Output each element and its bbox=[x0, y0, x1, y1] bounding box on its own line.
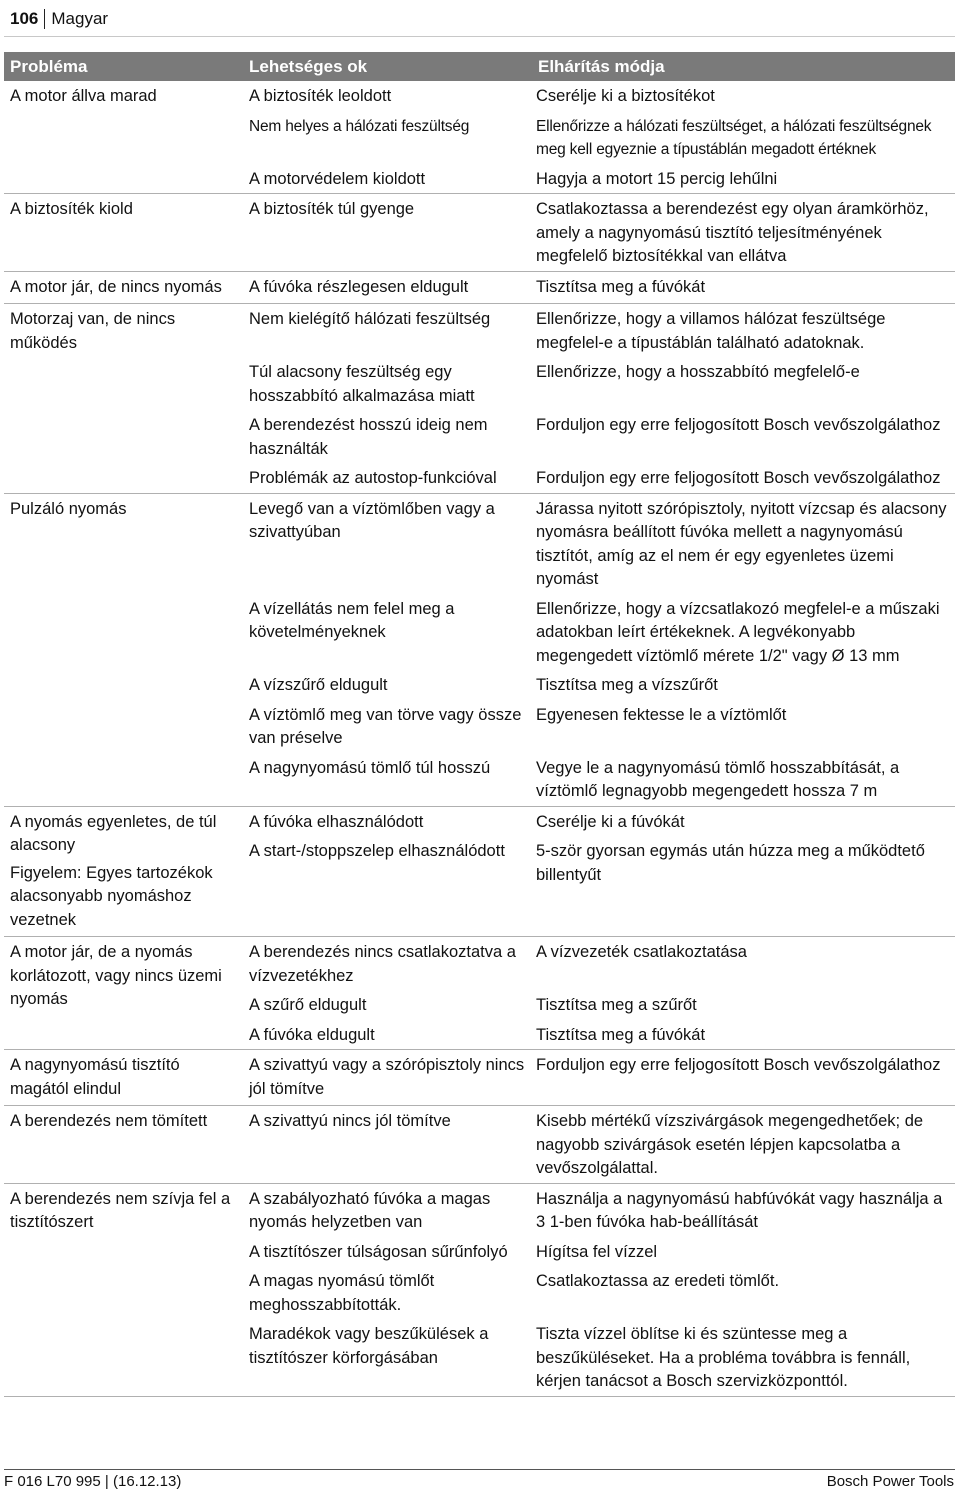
table-group bbox=[4, 937, 955, 1050]
fix-cell: Egyenesen fektesse le a víztömlőt bbox=[536, 705, 787, 724]
problem-text: A berendezés nem szívja fel a tisztítószert bbox=[10, 1189, 231, 1231]
table-header bbox=[4, 52, 955, 81]
table-row bbox=[243, 700, 955, 753]
fix-cell: Használja a nagynyomású habfúvókát vagy használja a 3 1-ben fúvóka hab-beállítását bbox=[536, 1189, 943, 1231]
fix-cell: Tisztítsa meg a fúvókát bbox=[536, 1025, 706, 1044]
table-body bbox=[4, 81, 955, 1397]
problem-cell bbox=[4, 937, 243, 1049]
footer-doc-id: F 016 L70 995 | (16.12.13) bbox=[4, 1473, 182, 1490]
cause-cell: A tisztítószer túlságosan sűrűnfolyó bbox=[249, 1242, 508, 1261]
fix-cell: Kisebb mértékű vízszivárgások megengedhetőek; de nagyobb szivárgások esetén lépjen kapcsolatba a vevőszolgálattal. bbox=[536, 1112, 924, 1177]
problem-cell bbox=[4, 194, 243, 271]
table-row bbox=[243, 836, 955, 889]
fix-cell: Járassa nyitott szórópisztoly, nyitott vízcsap és alacsony nyomásra beállított fúvóka mellett a nagynyomású tisztítót, amíg az el nem ér egy egyenletes üzemi nyomást bbox=[536, 499, 947, 588]
fix-cell: A vízvezeték csatlakoztatása bbox=[536, 943, 747, 961]
cause-cell: A fúvóka eldugult bbox=[249, 1025, 375, 1044]
fix-cell: Csatlakoztassa az eredeti tömlőt. bbox=[536, 1272, 780, 1290]
problem-text: A berendezés nem tömített bbox=[10, 1112, 208, 1130]
cause-cell: A víztömlő meg van törve vagy össze van préselve bbox=[249, 705, 522, 747]
table-group bbox=[4, 194, 955, 272]
table-row bbox=[243, 111, 955, 164]
table-row bbox=[243, 594, 955, 671]
header-divider bbox=[4, 36, 955, 37]
problem-text: Motorzaj van, de nincs működés bbox=[10, 310, 176, 352]
cause-cell: A fúvóka részlegesen eldugult bbox=[249, 277, 469, 296]
problem-cell bbox=[4, 1050, 243, 1105]
footer-divider bbox=[4, 1469, 955, 1470]
cause-cell: A motorvédelem kioldott bbox=[249, 169, 426, 188]
column-header-cause: Lehetséges ok bbox=[249, 56, 368, 76]
problem-cell bbox=[4, 1106, 243, 1183]
table-row bbox=[243, 1237, 955, 1267]
cause-cell: A szabályozható fúvóka a magas nyomás helyzetben van bbox=[249, 1189, 491, 1231]
cause-cell: A magas nyomású tömlőt meghosszabbították. bbox=[249, 1272, 435, 1314]
fix-cell: 5-ször gyorsan egymás után húzza meg a működtető billentyűt bbox=[536, 842, 925, 884]
table-row bbox=[243, 1184, 955, 1237]
cause-cell: Levegő van a víztömlőben vagy a szivattyúban bbox=[249, 499, 495, 541]
cause-cell: A nagynyomású tömlő túl hosszú bbox=[249, 758, 491, 777]
cause-cell: Maradékok vagy beszűkülések a tisztítószer körforgásában bbox=[249, 1325, 489, 1367]
page-header bbox=[10, 6, 108, 32]
table-group bbox=[4, 1050, 955, 1106]
page-number: 106 bbox=[10, 9, 45, 29]
footer-brand: Bosch Power Tools bbox=[826, 1473, 954, 1490]
table-row bbox=[243, 304, 955, 357]
table-row bbox=[243, 1106, 955, 1183]
table-row bbox=[243, 1319, 955, 1396]
cause-cell: A vízszűrő eldugult bbox=[249, 676, 388, 694]
problem-text: A motor jár, de a nyomás korlátozott, vagy nincs üzemi nyomás bbox=[10, 943, 222, 1008]
cause-cell: Túl alacsony feszültség egy hosszabbító alkalmazása miatt bbox=[249, 363, 475, 405]
table-row bbox=[243, 807, 955, 837]
cause-cell: A start-/stoppszelep elhasználódott bbox=[249, 842, 505, 860]
problem-text: Pulzáló nyomás bbox=[10, 499, 127, 518]
column-header-fix: Elhárítás módja bbox=[538, 56, 665, 76]
column-header-problem: Probléma bbox=[10, 56, 88, 76]
problem-text: A biztosíték kiold bbox=[10, 200, 133, 218]
fix-cell: Ellenőrizze a hálózati feszültséget, a hálózati feszültségnek meg kell egyeznie a típustáblán megadott értéknek bbox=[536, 117, 932, 158]
table-group bbox=[4, 1106, 955, 1184]
table-row bbox=[243, 410, 955, 463]
table-row bbox=[243, 463, 955, 493]
cause-cell: A berendezést hosszú ideig nem használták bbox=[249, 416, 488, 458]
fix-cell: Forduljon egy erre feljogosított Bosch vevőszolgálathoz bbox=[536, 416, 941, 434]
table-group bbox=[4, 304, 955, 494]
table-group bbox=[4, 807, 955, 938]
fix-cell: Hagyja a motort 15 percig lehűlni bbox=[536, 169, 778, 188]
cause-cell: A biztosíték túl gyenge bbox=[249, 200, 415, 218]
table-group bbox=[4, 1184, 955, 1397]
fix-cell: Tisztítsa meg a vízszűrőt bbox=[536, 676, 718, 694]
problem-text: A nagynyomású tisztító magától elindul bbox=[10, 1056, 180, 1098]
problem-cell bbox=[4, 807, 243, 937]
cause-cell: A fúvóka elhasználódott bbox=[249, 812, 424, 831]
table-row bbox=[243, 670, 955, 700]
fix-cell: Ellenőrizze, hogy a villamos hálózat feszültsége megfelel-e a típustáblán található adatoknak. bbox=[536, 310, 886, 352]
problem-text: A motor jár, de nincs nyomás bbox=[10, 277, 222, 296]
cause-cell: A szivattyú vagy a szórópisztoly nincs jól tömítve bbox=[249, 1056, 525, 1098]
problem-cell bbox=[4, 1184, 243, 1396]
troubleshooting-table bbox=[4, 52, 955, 1397]
table-row bbox=[243, 990, 955, 1020]
table-row bbox=[243, 81, 955, 111]
cause-cell: Nem kielégítő hálózati feszültség bbox=[249, 310, 491, 328]
table-row bbox=[243, 494, 955, 594]
problem-cell bbox=[4, 272, 243, 304]
fix-cell: Forduljon egy erre feljogosított Bosch vevőszolgálathoz bbox=[536, 1056, 941, 1074]
table-row bbox=[243, 1020, 955, 1050]
cause-cell: A szivattyú nincs jól tömítve bbox=[249, 1112, 451, 1130]
problem-note: Figyelem: Egyes tartozékok alacsonyabb nyomáshoz vezetnek bbox=[10, 863, 213, 929]
fix-cell: Forduljon egy erre feljogosított Bosch vevőszolgálathoz bbox=[536, 469, 941, 487]
table-group bbox=[4, 494, 955, 807]
cause-cell: A biztosíték leoldott bbox=[249, 87, 392, 105]
problem-text: A motor állva marad bbox=[10, 87, 157, 105]
table-row bbox=[243, 753, 955, 806]
problem-text: A nyomás egyenletes, de túl alacsony bbox=[10, 812, 217, 854]
fix-cell: Csatlakoztassa a berendezést egy olyan áramkörhöz, amely a nagynyomású tisztító teljesítményének megfelelő biztosítékkal van ellátva bbox=[536, 200, 929, 265]
fix-cell: Tisztítsa meg a szűrőt bbox=[536, 996, 697, 1014]
table-row bbox=[243, 194, 955, 271]
table-row bbox=[243, 937, 955, 990]
table-row bbox=[243, 357, 955, 410]
fix-cell: Cserélje ki a fúvókát bbox=[536, 812, 685, 831]
table-group bbox=[4, 272, 955, 305]
table-row bbox=[243, 164, 955, 194]
table-row bbox=[243, 272, 955, 302]
fix-cell: Ellenőrizze, hogy a hosszabbító megfelelő-e bbox=[536, 363, 860, 381]
fix-cell: Cserélje ki a biztosítékot bbox=[536, 87, 715, 105]
table-row bbox=[243, 1266, 955, 1319]
table-row bbox=[243, 1050, 955, 1103]
fix-cell: Vegye le a nagynyomású tömlő hosszabbítását, a víztömlő legnagyobb megengedett hossza 7 m bbox=[536, 758, 900, 800]
cause-cell: A vízellátás nem felel meg a követelményeknek bbox=[249, 599, 455, 641]
cause-cell: Problémák az autostop-funkcióval bbox=[249, 469, 497, 487]
fix-cell: Ellenőrizze, hogy a vízcsatlakozó megfelel-e a műszaki adatokban leírt értékeknek. A legvékonyabb megengedett víztömlő mérete 1/2" vagy Ø 13 mm bbox=[536, 599, 940, 665]
problem-cell bbox=[4, 494, 243, 806]
fix-cell: Tisztítsa meg a fúvókát bbox=[536, 277, 706, 296]
problem-cell bbox=[4, 81, 243, 193]
language-label: Magyar bbox=[51, 9, 109, 28]
table-group bbox=[4, 81, 955, 194]
cause-cell: A berendezés nincs csatlakoztatva a vízvezetékhez bbox=[249, 943, 516, 985]
cause-cell: A szűrő eldugult bbox=[249, 996, 367, 1014]
cause-cell: Nem helyes a hálózati feszültség bbox=[249, 117, 470, 135]
problem-cell bbox=[4, 304, 243, 493]
fix-cell: Hígítsa fel vízzel bbox=[536, 1242, 658, 1261]
fix-cell: Tiszta vízzel öblítse ki és szüntesse meg a beszűküléseket. Ha a probléma továbbra is fennáll, kérjen tanácsot a Bosch szervizközponttól. bbox=[536, 1325, 911, 1390]
